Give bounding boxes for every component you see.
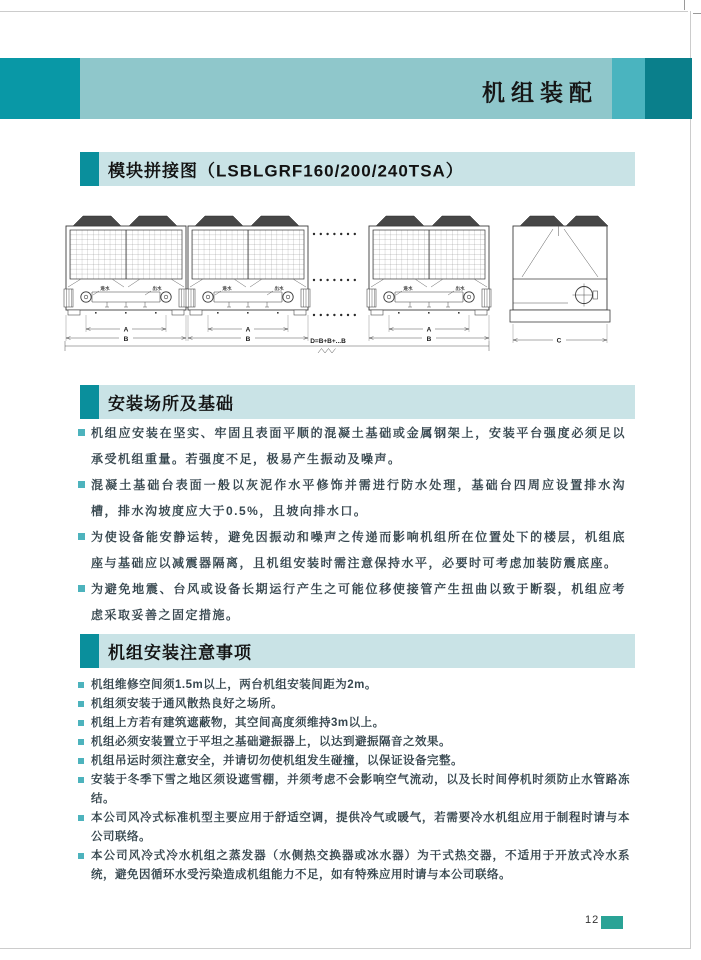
page-title: 机组装配 [482,79,598,106]
bullet-square-icon [78,701,84,707]
section-title: 机组安装注意事项 [108,643,252,663]
crop-mark-horizontal [693,13,701,14]
fan-shroud-icon [566,216,608,226]
bullet-square-icon [78,853,84,859]
list-item [78,576,626,628]
list-item-text: 安装于冬季下雪之地区须设遮雪棚，并须考虑不会影响空气流动，以及长时间停机时须防止水管路冻结。 [91,774,630,805]
fan-shroud-icon [520,216,564,226]
right-border-line [690,11,691,948]
list-item [78,676,630,695]
dimension-c-label: C [556,337,562,345]
bullet-list-installation-site [78,420,626,628]
bullet-square-icon [78,815,84,821]
page-number: 12 [585,914,600,926]
bottom-border-line [0,948,691,949]
list-item-text: 本公司风冷式冷水机组之蒸发器（水侧热交换器或冰水器）为干式热交器，不适用于开放式冷水系统，避免因循环水受污染造成机组能力不足，如有特殊应用时请与本公司联络。 [91,850,630,881]
section-marker-square [80,152,99,186]
list-item-text: 机组上方若有建筑遮蔽物，其空间高度须维持3m以上。 [91,717,385,729]
dimension-total-label: D=B+B+...B [310,338,346,345]
bullet-square-icon [78,758,84,764]
header-accent-right-block [645,58,692,119]
bullet-square-icon [78,682,84,688]
page-number-marker [601,916,623,929]
page-header [0,58,692,119]
bullet-square-icon [78,533,85,540]
list-item [78,752,630,771]
list-item [78,420,626,472]
top-border-line [0,11,688,12]
front-view-unit-1 [64,216,188,343]
list-item-text: 混凝土基础台表面一般以灰泥作水平修饰并需进行防水处理，基础台四周应设置排水沟槽，排水沟坡度应大于0.5%，且坡向排水口。 [91,478,626,518]
section-title: 安装场所及基础 [108,394,234,414]
side-view-unit [510,216,610,345]
list-item [78,714,630,733]
header-accent-strip [612,58,645,119]
list-item-text: 机组吊运时须注意安全，并请切勿使机组发生碰撞，以保证设备完整。 [91,755,463,767]
bullet-square-icon [78,739,84,745]
module-assembly-diagram: A B C D=B+B+...B [60,202,620,370]
list-item [78,524,626,576]
section-title-bar-module-diagram [80,152,635,186]
front-view-unit-3 [367,216,491,343]
bullet-square-icon [78,429,85,436]
list-item [78,733,630,752]
bullet-square-icon [78,720,84,726]
header-title-band [80,58,612,119]
crop-mark-vertical [684,0,685,10]
header-accent-left-block [0,58,80,119]
list-item-text: 本公司风冷式标准机型主要应用于舒适空调，提供冷气或暖气，若需要冷水机组应用于制程时请与本公司联络。 [91,812,630,843]
list-item [78,472,626,524]
bullet-list-installation-notes [78,676,630,885]
list-item-text: 机组维修空间须1.5m以上，两台机组安装间距为2m。 [91,679,377,691]
bullet-square-icon [78,585,85,592]
list-item [78,695,630,714]
bullet-square-icon [78,481,85,488]
bullet-square-icon [78,777,84,783]
total-dimension [65,338,489,353]
list-item-text: 为使设备能安静运转，避免因振动和噪声之传递而影响机组所在位置处下的楼层，机组底座与基础应以减震器隔离，且机组安装时需注意保持水平，必要时可考虑加装防震底座。 [91,530,626,570]
list-item-text: 机组须安装于通风散热良好之场所。 [91,698,283,710]
list-item [78,847,630,885]
list-item-text: 机组必须安装置立于平坦之基础避振器上，以达到避振隔音之效果。 [91,736,451,748]
section-title-bar-installation-site [80,385,635,419]
unit-base [510,310,610,322]
list-item [78,771,630,809]
continuation-dots [313,233,356,316]
section-marker-square [80,385,99,419]
section-title: 模块拼接图（LSBLGRF160/200/240TSA） [108,161,464,181]
section-marker-square [80,634,99,668]
list-item-text: 机组应安装在坚实、牢固且表面平顺的混凝土基础或金属钢架上，安装平台强度必须足以承受机组重量。若强度不足，极易产生振动及噪声。 [91,426,626,466]
list-item-text: 为避免地震、台风或设备长期运行产生之可能位移使接管产生扭曲以致于断裂，机组应考虑采取妥善之固定措施。 [91,582,626,622]
break-squiggle-icon [318,349,336,354]
list-item [78,809,630,847]
section-title-bar-installation-notes [80,634,635,668]
front-view-unit-2 [186,216,310,343]
